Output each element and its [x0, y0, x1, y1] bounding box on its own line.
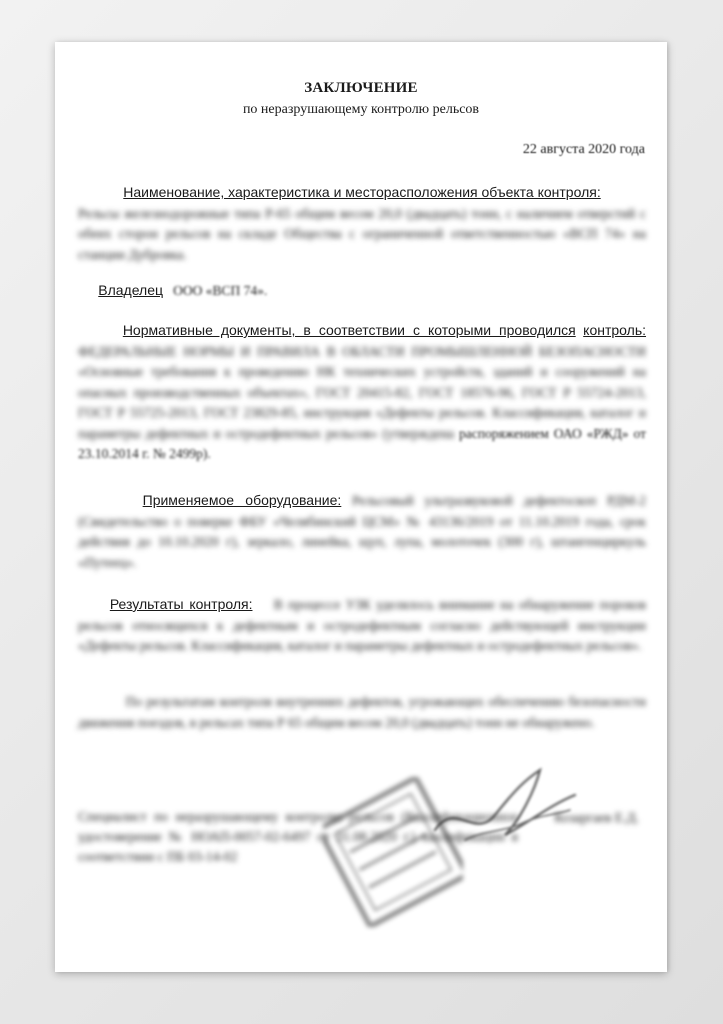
- document-page: [55, 42, 667, 972]
- section-norms-body-tail: распоряжением ОАО «РЖД» от 23.10.2014 г. № 2499р).: [78, 425, 646, 461]
- section-norms-body: ФЕДЕРАЛЬНЫЕ НОРМЫ И ПРАВИЛА В ОБЛАСТИ ПРОМЫШЛЕННОЙ БЕЗОПАСНОСТИ «Основные требования к проведению НК технических устройств, зданий и сооружений на опасных производственных объектах», ГОСТ 20415-82, ГОСТ 18576-96, ГОСТ Р 55724-2013, ГОСТ Р 55725-2013, ГОСТ 23829-85, инструкция «Дефекты рельсов. Классификация, каталог и параметры дефектных и остродефектных рельсов» (утверждена: [78, 343, 646, 441]
- section-conclusion: [78, 692, 646, 733]
- section-owner-body: ООО «ВСП 74».: [173, 283, 268, 298]
- document-title: ЗАКЛЮЧЕНИЕ: [304, 80, 418, 96]
- section-results-heading: Результаты контроля:: [109, 596, 253, 612]
- section-object: [78, 182, 646, 265]
- specialist-credentials: Специалист по неразрушающему контролю рельсов (Квалификационное удостоверение № НОАП-0057-02-6497 от 31.08.2020 г.) квалификации в соответствии с ПБ 03-14-02: [78, 809, 518, 864]
- section-owner-heading: Владелец: [98, 282, 164, 298]
- section-equipment-heading: Применяемое оборудование:: [142, 492, 342, 508]
- section-norms-heading-1: Нормативные документы, в соответствии с которыми проводился: [122, 322, 576, 338]
- document-date: 22 августа 2020 года: [522, 142, 645, 157]
- section-object-body: Рельсы железнодорожные типа Р-65 общим весом 20,0 (двадцать) тонн, с наличием отверстий с обеих сторон рельсов на складе Общества с ограниченной ответственностью «ВСП 74» на станции Дубровка.: [78, 205, 646, 262]
- section-norms-heading-2: контроль:: [583, 322, 647, 338]
- section-equipment: [78, 490, 646, 573]
- section-owner: [78, 280, 646, 302]
- section-object-heading: Наименование, характеристика и месторасположения объекта контроля:: [123, 184, 601, 200]
- section-results-body: В процессе УЗК уделялось внимание на обнаружение пороков рельсов относящихся к дефектным и остродефектным согласно действующей инструкции «Дефекты рельсов. Классификация, каталог и параметры дефектных и остродефектных рельсов».: [78, 597, 646, 653]
- document-subtitle: по неразрушающему контролю рельсов: [242, 102, 480, 117]
- section-equipment-body: Рельсовый ультразвуковой дефектоскоп РДМ-2 (Свидетельство о поверке ФБУ «Челябинский ЦСМ» № 43136/2019 от 11.10.2019 года, срок действия до 10.10.2020 г), зеркало, линейка, щуп, лупа, молоточек (300 г), штангенциркуль «Путеец».: [78, 493, 647, 570]
- section-results: [78, 594, 646, 657]
- section-norms: [78, 320, 646, 465]
- signature-image: [425, 760, 585, 850]
- section-conclusion-body: По результатам контроля внутренних дефектов, угрожающих обеспечению безопасности движения поездов, в рельсах типа Р 65 общим весом 20,0 (двадцать) тонн не обнаружено.: [78, 694, 646, 730]
- specialist-name: Козаргаев Е.Д.: [554, 810, 639, 825]
